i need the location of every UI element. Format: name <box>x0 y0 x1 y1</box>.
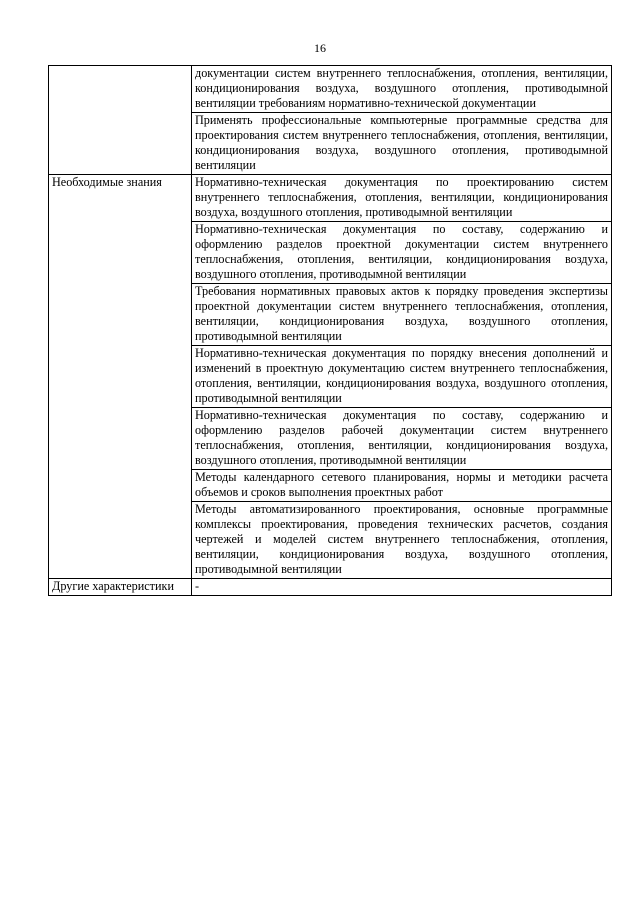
other-characteristics-label: Другие характеристики <box>49 579 192 596</box>
knowledge-item: Методы календарного сетевого планирования, нормы и методики расчета объемов и сроков выполнения проектных работ <box>192 470 612 502</box>
knowledge-item: Нормативно-техническая документация по порядку внесения дополнений и изменений в проектную документацию систем внутреннего теплоснабжения, отопления, вентиляции, кондиционирования воздуха, воздушного отопления, противодымной вентиляции <box>192 346 612 408</box>
knowledge-item: Методы автоматизированного проектирования, основные программные комплексы проектирования, проведения технических расчетов, создания чертежей и моделей систем внутреннего теплоснабжения, отопления, вентиляции, кондиционирования воздуха, воздушного отопления, противодымной вентиляции <box>192 502 612 579</box>
knowledge-item: Требования нормативных правовых актов к порядку проведения экспертизы проектной документации систем внутреннего теплоснабжения, отопления, вентиляции, кондиционирования воздуха, воздушного отопления, противодымной вентиляции <box>192 284 612 346</box>
knowledge-item: Нормативно-техническая документация по проектированию систем внутреннего теплоснабжения, отопления, вентиляции, кондиционирования воздуха, воздушного отопления, противодымной вентиляции <box>192 175 612 222</box>
skill-item-continued: документации систем внутреннего теплоснабжения, отопления, вентиляции, кондиционирования воздуха, воздушного отопления, противодымной вентиляции требованиям нормативно-технической документации <box>192 66 612 113</box>
skill-item: Применять профессиональные компьютерные программные средства для проектирования систем внутреннего теплоснабжения, отопления, вентиляции, кондиционирования воздуха, воздушного отопления, противодымной вентиляции <box>192 113 612 175</box>
empty-label-cell <box>49 66 192 175</box>
knowledge-item: Нормативно-техническая документация по составу, содержанию и оформлению разделов рабочей документации систем внутреннего теплоснабжения, отопления, вентиляции, кондиционирования воздуха, воздушного отопления, противодымной вентиляции <box>192 408 612 470</box>
other-characteristics-value: - <box>192 579 612 596</box>
knowledge-label: Необходимые знания <box>49 175 192 579</box>
table-row <box>49 175 612 222</box>
table-row <box>49 66 612 113</box>
qualification-table <box>48 65 612 596</box>
table-row <box>49 579 612 596</box>
page-number: 16 <box>314 41 326 55</box>
knowledge-item: Нормативно-техническая документация по составу, содержанию и оформлению разделов проектной документации систем внутреннего теплоснабжения, отопления, вентиляции, кондиционирования воздуха, воздушного отопления, противодымной вентиляции <box>192 222 612 284</box>
